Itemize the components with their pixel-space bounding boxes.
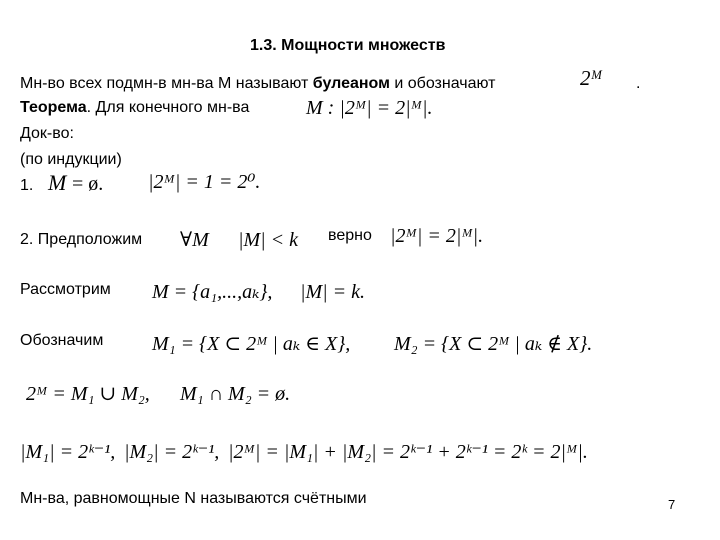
step2-formula: |2ᴹ| = 2|ᴹ|.: [390, 225, 484, 247]
intersection-formula: M₁ ∩ M₂ = ø.: [180, 383, 291, 405]
consider-text: Рассмотрим: [20, 281, 111, 298]
union-formula: 2ᴹ = M₁ ∪ M₂,: [26, 383, 150, 405]
definition-dot: .: [636, 75, 641, 92]
step1-formula-m: M: [48, 170, 67, 195]
step2-size: |M| < k: [238, 229, 299, 251]
boolean-definition: [20, 76, 495, 92]
proof-label: Док-во:: [20, 125, 74, 142]
theorem-text: . Для конечного мн-ва: [86, 99, 250, 116]
denote-text: Обозначим: [20, 332, 104, 349]
boolean-formula: 2ᴹ: [580, 66, 603, 90]
page-number: 7: [668, 497, 676, 512]
definition-text-post: и обозначают: [389, 75, 496, 92]
step1-formula-count: |2ᴹ| = 1 = 2⁰.: [148, 171, 261, 193]
denote-m2: M₂ = {X ⊂ 2ᴹ | aₖ ∉ X}.: [394, 333, 593, 355]
step1-number: 1.: [20, 177, 34, 194]
theorem-line: [20, 100, 249, 116]
theorem-label: Теорема: [20, 99, 87, 116]
step2-forall: ∀M: [180, 229, 209, 251]
step2-text: 2. Предположим: [20, 231, 143, 248]
step2-word: верно: [328, 227, 372, 244]
slide-title: 1.3. Мощности множеств: [250, 37, 446, 54]
denote-m1: M₁ = {X ⊂ 2ᴹ | aₖ ∈ X},: [152, 333, 351, 355]
count-m1: |M₁| = 2ᵏ⁻¹,: [20, 441, 116, 463]
step1-formula-empty: = ø.: [72, 173, 104, 195]
count-m2: |M₂| = 2ᵏ⁻¹,: [124, 441, 220, 463]
count-sum: |2ᴹ| = |M₁| + |M₂| = 2ᵏ⁻¹ + 2ᵏ⁻¹ = 2ᵏ = 2|ᴹ|.: [228, 441, 588, 463]
definition-bold-term: булеаном: [312, 75, 390, 92]
consider-set: M = {a₁,...,aₖ},: [152, 281, 273, 303]
induction-note: (по индукции): [20, 151, 122, 168]
countable-note: Мн-ва, равномощные N называются счётными: [20, 490, 367, 507]
consider-size: |M| = k.: [300, 281, 366, 303]
theorem-formula: M : |2ᴹ| = 2|ᴹ|.: [306, 97, 433, 119]
definition-text-pre: Мн-во всех подмн-в мн-ва М называют: [20, 75, 313, 92]
